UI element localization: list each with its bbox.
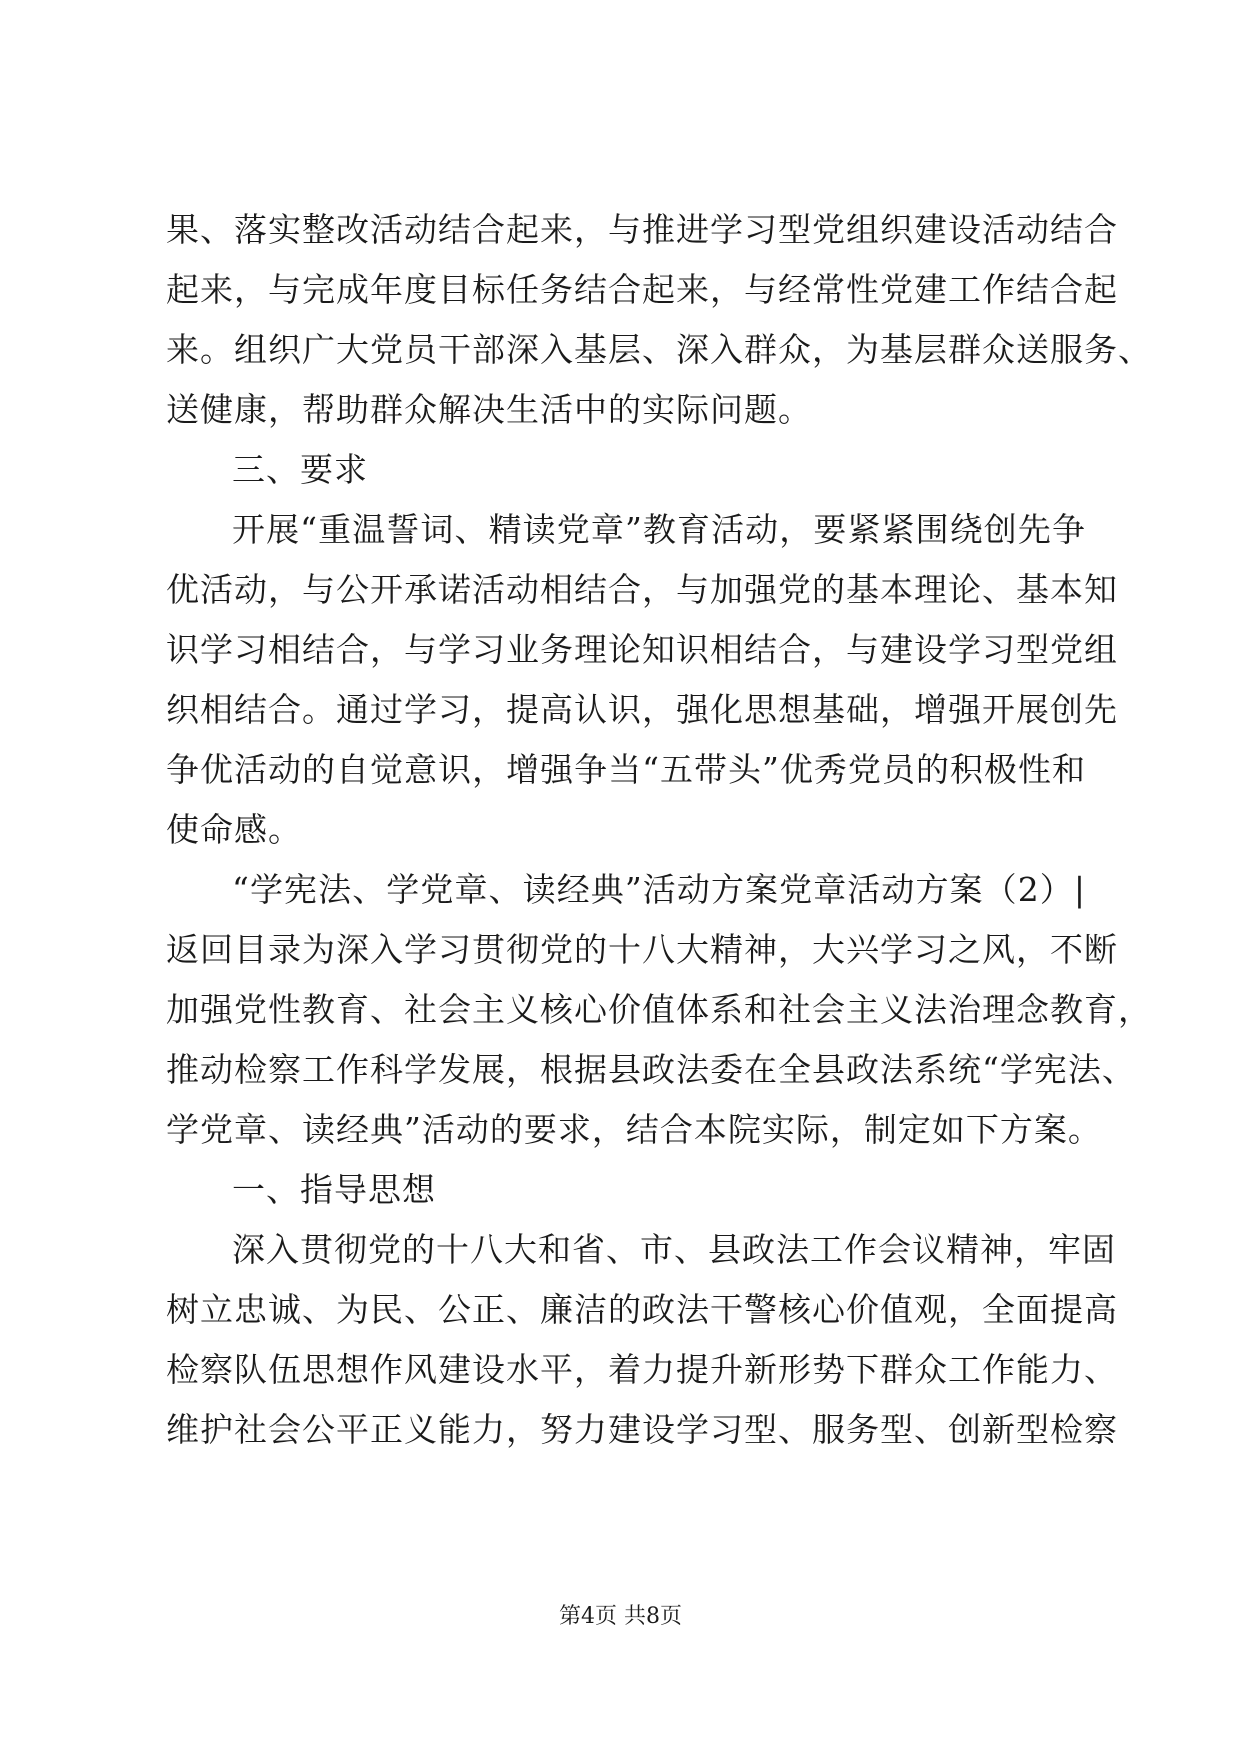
text-line: 推动检察工作科学发展，根据县政法委在全县政法系统“学宪法、 [166,1050,1136,1089]
text-line: 开展“重温誓词、精读党章”教育活动，要紧紧围绕创先争 [232,510,1086,549]
text-line: 树立忠诚、为民、公正、廉洁的政法干警核心价值观，全面提高 [166,1290,1118,1329]
text-line: 优活动，与公开承诺活动相结合，与加强党的基本理论、基本知 [166,570,1118,609]
text-line: 检察队伍思想作风建设水平，着力提升新形势下群众工作能力、 [166,1350,1118,1389]
text-line: 织相结合。通过学习，提高认识，强化思想基础，增强开展创先 [166,690,1118,729]
text-line: 维护社会公平正义能力，努力建设学习型、服务型、创新型检察 [166,1410,1118,1449]
document-body [166,200,1152,1460]
section-heading-guiding-ideology: 一、指导思想 [232,1170,436,1209]
text-line: 学党章、读经典”活动的要求，结合本院实际，制定如下方案。 [166,1110,1102,1149]
page-number-footer: 第4页 共8页 [559,1604,682,1629]
text-line: 返回目录为深入学习贯彻党的十八大精神，大兴学习之风，不断 [166,930,1118,969]
text-line: 果、落实整改活动结合起来，与推进学习型党组织建设活动结合 [166,210,1118,249]
text-line: 深入贯彻党的十八大和省、市、县政法工作会议精神，牢固 [232,1230,1116,1269]
text-line: 送健康，帮助群众解决生活中的实际问题。 [166,390,812,429]
text-line: 使命感。 [166,810,302,849]
section-title-plan: “学宪法、学党章、读经典”活动方案党章活动方案（2）| [232,870,1086,909]
text-line: 争优活动的自觉意识，增强争当“五带头”优秀党员的积极性和 [166,750,1086,789]
text-line: 起来，与完成年度目标任务结合起来，与经常性党建工作结合起 [166,270,1118,309]
section-heading-requirements: 三、要求 [232,450,368,489]
text-line: 识学习相结合，与学习业务理论知识相结合，与建设学习型党组 [166,630,1118,669]
text-line: 来。组织广大党员干部深入基层、深入群众，为基层群众送服务、 [166,330,1152,369]
text-line: 加强党性教育、社会主义核心价值体系和社会主义法治理念教育， [166,990,1152,1029]
